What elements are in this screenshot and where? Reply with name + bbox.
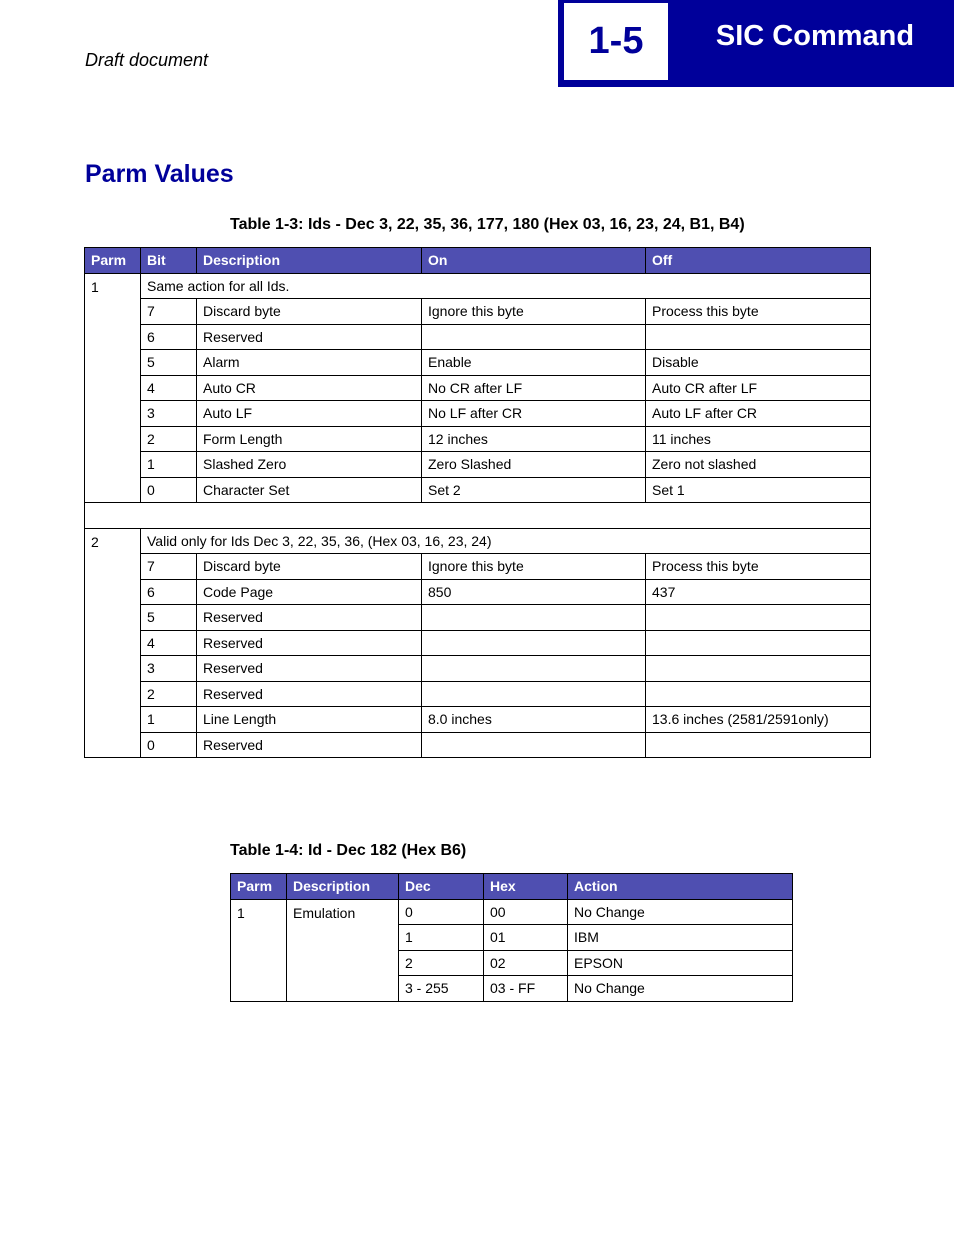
header-parm: Parm: [231, 874, 287, 900]
dec-cell: 1: [399, 925, 484, 951]
spacer-cell: [85, 503, 871, 529]
description-cell: Character Set: [197, 477, 422, 503]
hex-cell: 02: [484, 950, 568, 976]
bit-cell: 3: [141, 656, 197, 682]
header-on: On: [422, 248, 646, 274]
action-cell: No Change: [568, 899, 793, 925]
bit-cell: 0: [141, 732, 197, 758]
table-row: [85, 299, 871, 325]
parm-cell: 1: [85, 273, 141, 503]
description-cell: Reserved: [197, 681, 422, 707]
table-row: [85, 477, 871, 503]
on-cell: Set 2: [422, 477, 646, 503]
table-1-3: [84, 247, 871, 758]
parm-cell: 1: [231, 899, 287, 1001]
on-cell: [422, 681, 646, 707]
chapter-number: 1-5: [564, 3, 668, 80]
on-cell: [422, 605, 646, 631]
group-note: Valid only for Ids Dec 3, 22, 35, 36, (Hex 03, 16, 23, 24): [141, 528, 871, 554]
action-cell: No Change: [568, 976, 793, 1002]
description-cell: Reserved: [197, 605, 422, 631]
off-cell: Auto LF after CR: [646, 401, 871, 427]
off-cell: [646, 681, 871, 707]
parm-cell: 2: [85, 528, 141, 758]
bit-cell: 1: [141, 452, 197, 478]
off-cell: [646, 732, 871, 758]
description-cell: Line Length: [197, 707, 422, 733]
chapter-title: SIC Command: [715, 20, 915, 52]
dec-cell: 3 - 255: [399, 976, 484, 1002]
table-header-row: [85, 248, 871, 274]
table-row: [85, 681, 871, 707]
description-cell: Reserved: [197, 656, 422, 682]
action-cell: IBM: [568, 925, 793, 951]
table-row: [85, 350, 871, 376]
bit-cell: 6: [141, 579, 197, 605]
table-row: [85, 554, 871, 580]
on-cell: No CR after LF: [422, 375, 646, 401]
on-cell: 8.0 inches: [422, 707, 646, 733]
description-cell: Reserved: [197, 324, 422, 350]
description-cell: Form Length: [197, 426, 422, 452]
header-off: Off: [646, 248, 871, 274]
description-cell: Reserved: [197, 732, 422, 758]
off-cell: Zero not slashed: [646, 452, 871, 478]
hex-cell: 01: [484, 925, 568, 951]
off-cell: Process this byte: [646, 299, 871, 325]
dec-cell: 2: [399, 950, 484, 976]
bit-cell: 3: [141, 401, 197, 427]
bit-cell: 1: [141, 707, 197, 733]
hex-cell: 03 - FF: [484, 976, 568, 1002]
table-1-4-caption: Table 1-4: Id - Dec 182 (Hex B6): [230, 842, 467, 859]
description-cell: Discard byte: [197, 554, 422, 580]
off-cell: Process this byte: [646, 554, 871, 580]
draft-label: Draft document: [85, 50, 209, 70]
description-cell: Slashed Zero: [197, 452, 422, 478]
table-row: [231, 899, 793, 925]
bit-cell: 5: [141, 605, 197, 631]
on-cell: No LF after CR: [422, 401, 646, 427]
table-row: [85, 401, 871, 427]
description-cell: Alarm: [197, 350, 422, 376]
bit-cell: 4: [141, 630, 197, 656]
description-cell: Discard byte: [197, 299, 422, 325]
off-cell: 13.6 inches (2581/2591only): [646, 707, 871, 733]
table-row: [85, 324, 871, 350]
header-description: Description: [197, 248, 422, 274]
table-row: [85, 452, 871, 478]
header-bit: Bit: [141, 248, 197, 274]
header-parm: Parm: [85, 248, 141, 274]
table-1-3-caption: Table 1-3: Ids - Dec 3, 22, 35, 36, 177, 180 (Hex 03, 16, 23, 24, B1, B4): [230, 216, 745, 233]
on-cell: [422, 630, 646, 656]
group-note: Same action for all Ids.: [141, 273, 871, 299]
bit-cell: 2: [141, 426, 197, 452]
description-cell: Emulation: [287, 899, 399, 1001]
action-cell: EPSON: [568, 950, 793, 976]
on-cell: 850: [422, 579, 646, 605]
table-row: [85, 426, 871, 452]
description-cell: Auto CR: [197, 375, 422, 401]
off-cell: [646, 605, 871, 631]
off-cell: Auto CR after LF: [646, 375, 871, 401]
on-cell: 12 inches: [422, 426, 646, 452]
table-row: [85, 630, 871, 656]
header-description: Description: [287, 874, 399, 900]
section-title: Parm Values: [85, 160, 234, 188]
off-cell: 437: [646, 579, 871, 605]
table-header-row: [231, 874, 793, 900]
table-row: [85, 375, 871, 401]
dec-cell: 0: [399, 899, 484, 925]
off-cell: Set 1: [646, 477, 871, 503]
off-cell: Disable: [646, 350, 871, 376]
bit-cell: 6: [141, 324, 197, 350]
on-cell: [422, 732, 646, 758]
on-cell: Ignore this byte: [422, 554, 646, 580]
off-cell: [646, 630, 871, 656]
hex-cell: 00: [484, 899, 568, 925]
on-cell: Ignore this byte: [422, 299, 646, 325]
header-action: Action: [568, 874, 793, 900]
bit-cell: 5: [141, 350, 197, 376]
table-row: [85, 605, 871, 631]
header-dec: Dec: [399, 874, 484, 900]
table-row: [85, 732, 871, 758]
off-cell: 11 inches: [646, 426, 871, 452]
on-cell: Zero Slashed: [422, 452, 646, 478]
on-cell: [422, 656, 646, 682]
description-cell: Auto LF: [197, 401, 422, 427]
table-row: [85, 273, 871, 299]
description-cell: Code Page: [197, 579, 422, 605]
table-row: [85, 656, 871, 682]
off-cell: [646, 324, 871, 350]
table-row: [85, 528, 871, 554]
bit-cell: 4: [141, 375, 197, 401]
bit-cell: 0: [141, 477, 197, 503]
bit-cell: 2: [141, 681, 197, 707]
on-cell: [422, 324, 646, 350]
bit-cell: 7: [141, 554, 197, 580]
on-cell: Enable: [422, 350, 646, 376]
table-row: [85, 707, 871, 733]
bit-cell: 7: [141, 299, 197, 325]
table-spacer-row: [85, 503, 871, 529]
header-hex: Hex: [484, 874, 568, 900]
table-1-4: [230, 873, 793, 1002]
description-cell: Reserved: [197, 630, 422, 656]
table-row: [85, 579, 871, 605]
off-cell: [646, 656, 871, 682]
